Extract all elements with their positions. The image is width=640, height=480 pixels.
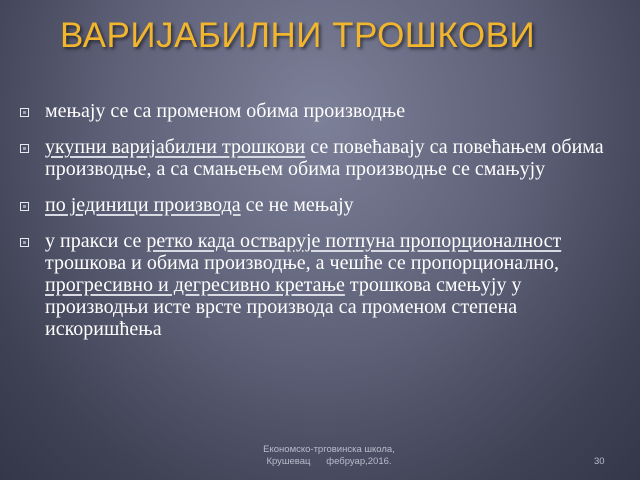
underlined-phrase: ретко када остварује потпуна пропорционалност xyxy=(146,230,562,252)
square-bullet-icon xyxy=(20,144,29,153)
bullet-text-part: трошкова смењују у производњи исте врсте производа са променом степена искоришћења xyxy=(45,274,522,340)
slide-footer xyxy=(244,444,414,468)
square-bullet-icon xyxy=(20,202,29,211)
bullet-list xyxy=(20,100,620,354)
square-bullet-icon xyxy=(20,108,29,117)
bullet-text-part: у пракси се xyxy=(45,230,147,252)
bullet-text xyxy=(45,194,620,216)
bullet-item xyxy=(20,230,620,340)
underlined-phrase: прогресивно и дегресивно кретање xyxy=(45,274,345,296)
bullet-item xyxy=(20,194,620,216)
bullet-text xyxy=(45,136,620,180)
square-bullet-icon xyxy=(20,238,29,247)
bullet-item xyxy=(20,136,620,180)
footer-line-school: Економско-трговинска школа, xyxy=(263,444,395,455)
footer-line-place-date: Крушевац фебруар,2016. xyxy=(266,456,392,467)
bullet-text-part: се повећавају са повећањем обима производње, а са смањењем обима производње се смањују xyxy=(45,136,604,180)
bullet-text xyxy=(45,230,620,340)
page-number: 30 xyxy=(594,456,605,467)
bullet-text-part: се не мењају xyxy=(240,194,354,216)
bullet-item xyxy=(20,100,620,122)
underlined-phrase: по јединици производа xyxy=(45,194,241,216)
underlined-phrase: укупни варијабилни трошкови xyxy=(45,136,306,158)
slide-title: ВАРИЈАБИЛНИ ТРОШКОВИ xyxy=(60,16,536,55)
bullet-text-part: трошкова и обима производње, а чешће се пропорционално, xyxy=(45,252,560,274)
bullet-text xyxy=(45,100,620,122)
bullet-text-part: мењају се са променом обима производње xyxy=(45,100,406,122)
